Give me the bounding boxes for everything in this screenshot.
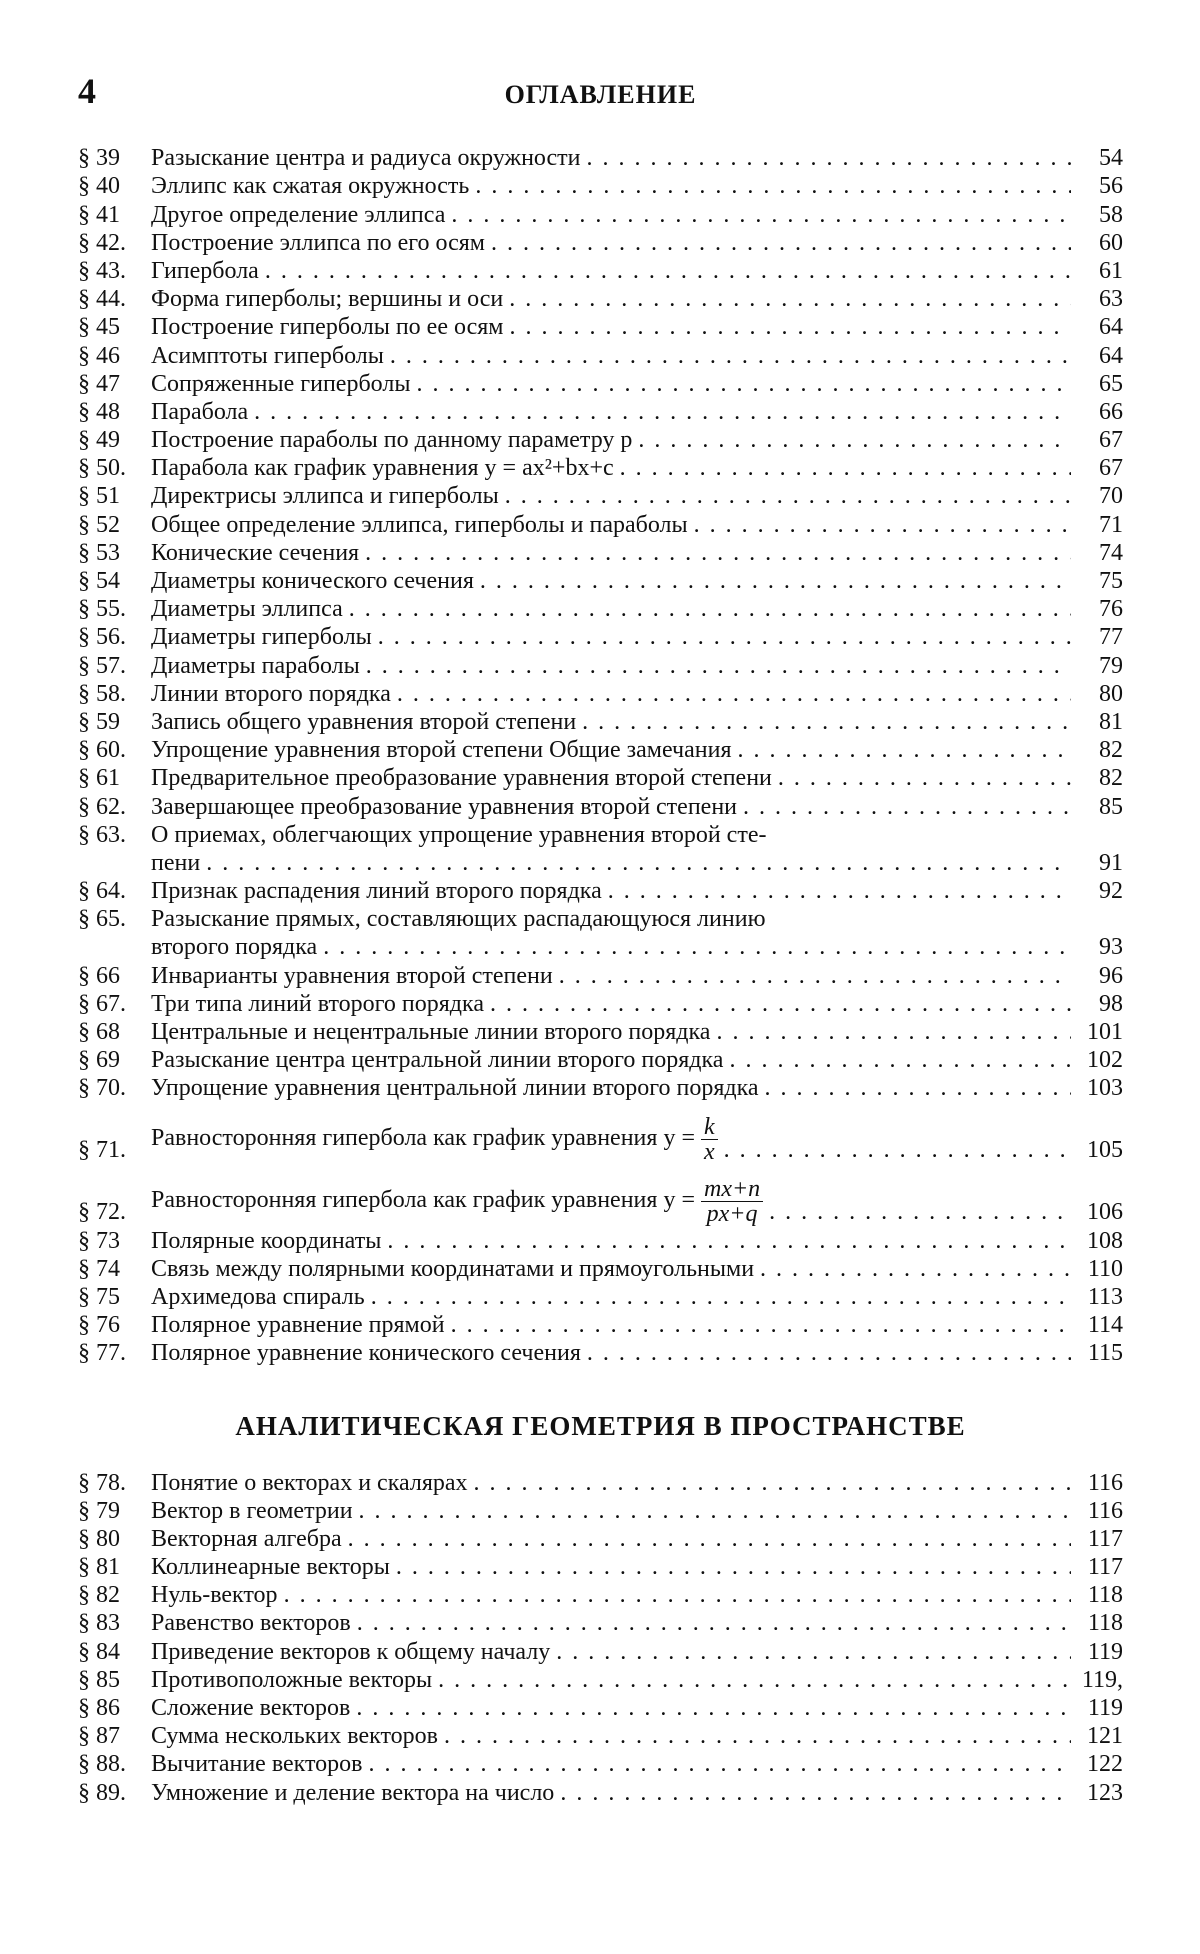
- toc-entry-number: § 64.: [78, 877, 151, 905]
- toc-entry: [78, 651, 1123, 679]
- leader-dots: [451, 201, 1071, 229]
- toc-entry-title: Коллинеарные векторы: [151, 1553, 390, 1581]
- table-of-contents: [78, 144, 1123, 1807]
- toc-entry-page: 103: [1077, 1074, 1123, 1102]
- leader-dots: [349, 595, 1071, 623]
- toc-entry-title: Инварианты уравнения второй степени: [151, 962, 553, 990]
- toc-entry-number: § 66: [78, 962, 151, 990]
- leader-dots: [390, 342, 1071, 370]
- toc-entry-title: Завершающее преобразование уравнения второй степени: [151, 793, 737, 821]
- toc-entry-page: 114: [1077, 1311, 1123, 1339]
- leader-dots: [365, 539, 1071, 567]
- toc-entry-page: 66: [1077, 398, 1123, 426]
- toc-entry: [78, 1694, 1123, 1722]
- toc-entry: [78, 708, 1123, 736]
- toc-entry-title: Разыскание прямых, составляющих распадающуюся линию: [151, 905, 766, 933]
- toc-entry-title-text: Равносторонняя гипербола как график уравнения y =: [151, 1187, 695, 1213]
- toc-entry-title: Эллипс как сжатая окружность: [151, 172, 469, 200]
- toc-entry-number: § 44.: [78, 285, 151, 313]
- toc-entry: [78, 257, 1123, 285]
- toc-entry-title: Связь между полярными координатами и прямоугольными: [151, 1255, 754, 1283]
- leader-dots: [559, 962, 1071, 990]
- toc-entry-title: Сложение векторов: [151, 1694, 350, 1722]
- toc-entry-number: § 88.: [78, 1750, 151, 1778]
- toc-entry-number: § 78.: [78, 1469, 151, 1497]
- page-title: ОГЛАВЛЕНИЕ: [78, 80, 1123, 110]
- toc-entry-page: 105: [1077, 1136, 1123, 1164]
- toc-entry-number: § 65.: [78, 905, 151, 933]
- toc-entry-number: § 68: [78, 1018, 151, 1046]
- toc-entry-title: О приемах, облегчающих упрощение уравнения второй сте-: [151, 821, 766, 849]
- toc-entry: [78, 1018, 1123, 1046]
- leader-dots: [356, 1694, 1071, 1722]
- toc-entry-page: 80: [1077, 680, 1123, 708]
- leader-dots: [387, 1227, 1071, 1255]
- toc-entry-number: § 80: [78, 1525, 151, 1553]
- toc-entry-page: 106: [1077, 1198, 1123, 1226]
- leader-dots: [509, 313, 1071, 341]
- fraction: [701, 1177, 763, 1226]
- toc-entry-page: 121: [1077, 1722, 1123, 1750]
- toc-entry-title: Диаметры конического сечения: [151, 567, 474, 595]
- toc-entry-number: § 58.: [78, 680, 151, 708]
- toc-entry: [78, 1722, 1123, 1750]
- leader-dots: [560, 1779, 1071, 1807]
- toc-entry: [78, 313, 1123, 341]
- leader-dots: [357, 1609, 1071, 1637]
- toc-entry-page: 98: [1077, 990, 1123, 1018]
- toc-entry-page: 75: [1077, 567, 1123, 595]
- toc-group-4: [78, 1468, 1123, 1806]
- fraction-denominator: px+q: [707, 1202, 758, 1226]
- toc-entry-page: 102: [1077, 1046, 1123, 1074]
- leader-dots: [348, 1525, 1071, 1553]
- toc-entry-number: § 76: [78, 1311, 151, 1339]
- toc-entry-title: Сопряженные гиперболы: [151, 370, 410, 398]
- toc-entry: [78, 341, 1123, 369]
- leader-dots: [556, 1638, 1071, 1666]
- toc-entry-65-cont: [78, 933, 1123, 961]
- toc-entry-page: 63: [1077, 285, 1123, 313]
- toc-entry-page: 81: [1077, 708, 1123, 736]
- toc-entry: [78, 482, 1123, 510]
- toc-entry-title: Общее определение эллипса, гиперболы и параболы: [151, 511, 688, 539]
- toc-entry: [78, 398, 1123, 426]
- toc-entry-page: 77: [1077, 623, 1123, 651]
- leader-dots: [474, 1469, 1071, 1497]
- toc-entry-title: Конические сечения: [151, 539, 359, 567]
- toc-entry: [78, 990, 1123, 1018]
- page-header: [78, 70, 1123, 118]
- toc-entry: [78, 1468, 1123, 1496]
- toc-entry-number: § 70.: [78, 1074, 151, 1102]
- leader-dots: [371, 1283, 1071, 1311]
- toc-entry-number: § 43.: [78, 257, 151, 285]
- toc-entry-number: § 49: [78, 426, 151, 454]
- toc-entry-number: § 73: [78, 1227, 151, 1255]
- leader-dots: [359, 1497, 1071, 1525]
- toc-entry-title: Построение параболы по данному параметру p: [151, 426, 632, 454]
- toc-entry-page: 117: [1077, 1525, 1123, 1553]
- toc-entry-number: § 81: [78, 1553, 151, 1581]
- toc-entry-64: [78, 877, 1123, 905]
- toc-entry: [78, 680, 1123, 708]
- toc-entry-number: § 47: [78, 370, 151, 398]
- leader-dots: [743, 793, 1071, 821]
- leader-dots: [509, 285, 1071, 313]
- toc-entry-page: 110: [1077, 1255, 1123, 1283]
- toc-entry-title: Сумма нескольких векторов: [151, 1722, 438, 1750]
- toc-entry: [78, 172, 1123, 200]
- toc-entry: [78, 1046, 1123, 1074]
- toc-entry-number: § 57.: [78, 652, 151, 680]
- toc-entry-number: § 77.: [78, 1339, 151, 1367]
- toc-entry-page: 56: [1077, 172, 1123, 200]
- leader-dots: [760, 1255, 1071, 1283]
- fraction-numerator: mx+n: [701, 1177, 763, 1202]
- toc-entry-title: Равенство векторов: [151, 1609, 351, 1637]
- toc-entry: [78, 961, 1123, 989]
- leader-dots: [254, 398, 1071, 426]
- toc-entry: [78, 764, 1123, 792]
- leader-dots: [716, 1018, 1071, 1046]
- leader-dots: [397, 680, 1071, 708]
- toc-entry-number: § 46: [78, 342, 151, 370]
- toc-entry-title: Нуль-вектор: [151, 1581, 278, 1609]
- toc-entry-63-cont: [78, 849, 1123, 877]
- leader-dots: [480, 567, 1071, 595]
- toc-entry: [78, 510, 1123, 538]
- toc-group-3: [78, 1226, 1123, 1367]
- toc-entry-title: Другое определение эллипса: [151, 201, 445, 229]
- toc-entry-title: Три типа линий второго порядка: [151, 990, 484, 1018]
- toc-entry-page: 71: [1077, 511, 1123, 539]
- toc-entry-page: 123: [1077, 1779, 1123, 1807]
- leader-dots: [724, 1136, 1071, 1164]
- toc-entry: [78, 736, 1123, 764]
- toc-entry-number: § 51: [78, 482, 151, 510]
- toc-entry: [78, 539, 1123, 567]
- toc-entry-title: Асимптоты гиперболы: [151, 342, 384, 370]
- leader-dots: [438, 1666, 1071, 1694]
- toc-entry-page: 119: [1077, 1638, 1123, 1666]
- toc-entry-page: 118: [1077, 1609, 1123, 1637]
- toc-entry-number: § 72.: [78, 1198, 151, 1226]
- toc-entry-title: Линии второго порядка: [151, 680, 391, 708]
- fraction: [701, 1115, 718, 1164]
- toc-entry-63: [78, 821, 1123, 849]
- leader-dots: [694, 511, 1071, 539]
- toc-entry-number: § 39: [78, 144, 151, 172]
- toc-entry-page: 60: [1077, 229, 1123, 257]
- toc-entry-title: Приведение векторов к общему началу: [151, 1638, 550, 1666]
- toc-group-1: [78, 144, 1123, 821]
- toc-entry-65: [78, 905, 1123, 933]
- toc-entry-page: 116: [1077, 1469, 1123, 1497]
- leader-dots: [582, 708, 1071, 736]
- toc-entry-number: § 79: [78, 1497, 151, 1525]
- page-number: 4: [78, 70, 96, 112]
- toc-entry: [78, 1666, 1123, 1694]
- toc-entry: [78, 1074, 1123, 1102]
- toc-entry-title: второго порядка: [151, 933, 317, 961]
- toc-entry-number: § 67.: [78, 990, 151, 1018]
- toc-entry-page: 96: [1077, 962, 1123, 990]
- toc-entry-page: 67: [1077, 426, 1123, 454]
- toc-entry: [78, 567, 1123, 595]
- toc-entry-page: 108: [1077, 1227, 1123, 1255]
- leader-dots: [608, 877, 1071, 905]
- toc-entry-number: § 53: [78, 539, 151, 567]
- toc-entry: [78, 1553, 1123, 1581]
- leader-dots: [265, 257, 1071, 285]
- toc-entry-number: § 83: [78, 1609, 151, 1637]
- leader-dots: [587, 1339, 1071, 1367]
- toc-entry-title: Понятие о векторах и скалярах: [151, 1469, 468, 1497]
- toc-entry-number: § 74: [78, 1255, 151, 1283]
- toc-entry: [78, 144, 1123, 172]
- leader-dots: [491, 229, 1071, 257]
- toc-entry-page: 70: [1077, 482, 1123, 510]
- toc-entry: [78, 623, 1123, 651]
- toc-entry-number: § 59: [78, 708, 151, 736]
- toc-entry-72: [78, 1164, 1123, 1226]
- toc-entry-page: 119,: [1077, 1666, 1123, 1694]
- toc-entry-title: Упрощение уравнения центральной линии второго порядка: [151, 1074, 759, 1102]
- toc-entry-page: 64: [1077, 313, 1123, 341]
- toc-entry-title: [151, 1177, 763, 1226]
- toc-entry-title: Парабола как график уравнения y = ax²+bx+c: [151, 454, 614, 482]
- toc-entry-number: § 41: [78, 201, 151, 229]
- toc-entry-page: 82: [1077, 736, 1123, 764]
- toc-entry-page: 118: [1077, 1581, 1123, 1609]
- toc-entry-title: Диаметры эллипса: [151, 595, 343, 623]
- toc-entry-title: Предварительное преобразование уравнения второй степени: [151, 764, 772, 792]
- toc-entry-number: § 82: [78, 1581, 151, 1609]
- toc-entry-page: 64: [1077, 342, 1123, 370]
- toc-entry-number: § 69: [78, 1046, 151, 1074]
- leader-dots: [396, 1553, 1071, 1581]
- toc-entry-page: 113: [1077, 1283, 1123, 1311]
- leader-dots: [451, 1311, 1071, 1339]
- toc-entry-title: Диаметры параболы: [151, 652, 360, 680]
- toc-entry: [78, 1637, 1123, 1665]
- toc-entry-page: 122: [1077, 1750, 1123, 1778]
- toc-entry-title: Вектор в геометрии: [151, 1497, 353, 1525]
- toc-entry: [78, 1525, 1123, 1553]
- toc-entry-title: Построение эллипса по его осям: [151, 229, 485, 257]
- toc-entry: [78, 1581, 1123, 1609]
- toc-entry-71: [78, 1102, 1123, 1164]
- fraction-numerator: k: [701, 1115, 718, 1140]
- leader-dots: [444, 1722, 1071, 1750]
- toc-entry-page: 74: [1077, 539, 1123, 567]
- toc-entry: [78, 1226, 1123, 1254]
- toc-entry: [78, 1497, 1123, 1525]
- toc-entry-number: § 42.: [78, 229, 151, 257]
- toc-entry-title: Противоположные векторы: [151, 1666, 432, 1694]
- toc-entry-page: 91: [1077, 849, 1123, 877]
- toc-entry-title-text: Равносторонняя гипербола как график уравнения y =: [151, 1125, 695, 1151]
- toc-entry-title: Центральные и нецентральные линии второго порядка: [151, 1018, 710, 1046]
- toc-entry-number: § 50.: [78, 454, 151, 482]
- toc-entry: [78, 370, 1123, 398]
- leader-dots: [778, 764, 1071, 792]
- toc-entry: [78, 229, 1123, 257]
- toc-entry-number: § 45: [78, 313, 151, 341]
- leader-dots: [505, 482, 1071, 510]
- toc-entry-title: Построение гиперболы по ее осям: [151, 313, 503, 341]
- toc-entry-page: 117: [1077, 1553, 1123, 1581]
- toc-entry-title: Умножение и деление вектора на число: [151, 1779, 554, 1807]
- toc-entry-number: § 56.: [78, 623, 151, 651]
- leader-dots: [378, 623, 1071, 651]
- toc-entry-title: Векторная алгебра: [151, 1525, 342, 1553]
- toc-entry-title: Директрисы эллипса и гиперболы: [151, 482, 499, 510]
- toc-entry-title: Форма гиперболы; вершины и оси: [151, 285, 503, 313]
- toc-entry-title: Вычитание векторов: [151, 1750, 363, 1778]
- toc-entry-title: Полярные координаты: [151, 1227, 381, 1255]
- toc-entry-page: 119: [1077, 1694, 1123, 1722]
- leader-dots: [587, 144, 1071, 172]
- toc-entry-title: Полярное уравнение конического сечения: [151, 1339, 581, 1367]
- toc-entry-page: 101: [1077, 1018, 1123, 1046]
- leader-dots: [737, 736, 1071, 764]
- toc-entry-title: Признак распадения линий второго порядка: [151, 877, 602, 905]
- toc-entry: [78, 1609, 1123, 1637]
- toc-entry: [78, 792, 1123, 820]
- toc-entry-number: § 40: [78, 172, 151, 200]
- leader-dots: [416, 370, 1071, 398]
- toc-entry-title: Диаметры гиперболы: [151, 623, 372, 651]
- toc-entry-number: § 48: [78, 398, 151, 426]
- toc-entry-page: 79: [1077, 652, 1123, 680]
- toc-entry: [78, 285, 1123, 313]
- toc-entry-page: 82: [1077, 764, 1123, 792]
- toc-entry-page: 92: [1077, 877, 1123, 905]
- toc-entry: [78, 426, 1123, 454]
- toc-entry-page: 65: [1077, 370, 1123, 398]
- fraction-denominator: x: [704, 1140, 715, 1164]
- leader-dots: [620, 454, 1071, 482]
- leader-dots: [490, 990, 1071, 1018]
- toc-entry-number: § 75: [78, 1283, 151, 1311]
- toc-entry-title: пени: [151, 849, 200, 877]
- toc-entry-title: Разыскание центра и радиуса окружности: [151, 144, 581, 172]
- toc-entry-title: Парабола: [151, 398, 248, 426]
- toc-entry-number: § 86: [78, 1694, 151, 1722]
- toc-entry-page: 76: [1077, 595, 1123, 623]
- toc-entry: [78, 1311, 1123, 1339]
- toc-entry-title: [151, 1115, 718, 1164]
- leader-dots: [369, 1750, 1071, 1778]
- leader-dots: [769, 1198, 1071, 1226]
- toc-entry-page: 61: [1077, 257, 1123, 285]
- toc-entry-page: 54: [1077, 144, 1123, 172]
- toc-entry-number: § 54: [78, 567, 151, 595]
- toc-entry: [78, 454, 1123, 482]
- toc-entry-title: Архимедова спираль: [151, 1283, 365, 1311]
- toc-entry-title: Полярное уравнение прямой: [151, 1311, 445, 1339]
- toc-entry: [78, 1283, 1123, 1311]
- toc-entry-title: Упрощение уравнения второй степени Общие замечания: [151, 736, 731, 764]
- toc-entry-page: 58: [1077, 201, 1123, 229]
- toc-entry: [78, 1255, 1123, 1283]
- leader-dots: [638, 426, 1071, 454]
- leader-dots: [206, 849, 1071, 877]
- toc-entry-number: § 60.: [78, 736, 151, 764]
- toc-entry: [78, 1778, 1123, 1806]
- toc-entry-number: § 55.: [78, 595, 151, 623]
- toc-entry: [78, 1750, 1123, 1778]
- toc-entry: [78, 1339, 1123, 1367]
- toc-entry-page: 116: [1077, 1497, 1123, 1525]
- toc-entry-title: Гипербола: [151, 257, 259, 285]
- toc-entry-number: § 62.: [78, 793, 151, 821]
- toc-entry-page: 85: [1077, 793, 1123, 821]
- toc-entry-number: § 89.: [78, 1779, 151, 1807]
- document-page: [78, 70, 1123, 1807]
- toc-entry-number: § 84: [78, 1638, 151, 1666]
- toc-entry-number: § 71.: [78, 1136, 151, 1164]
- leader-dots: [284, 1581, 1071, 1609]
- leader-dots: [729, 1046, 1071, 1074]
- toc-entry-page: 93: [1077, 933, 1123, 961]
- toc-entry: [78, 200, 1123, 228]
- toc-entry-title: Запись общего уравнения второй степени: [151, 708, 576, 736]
- toc-entry-number: § 61: [78, 764, 151, 792]
- toc-entry: [78, 595, 1123, 623]
- section-heading: АНАЛИТИЧЕСКАЯ ГЕОМЕТРИЯ В ПРОСТРАНСТВЕ: [78, 1411, 1123, 1442]
- leader-dots: [323, 933, 1071, 961]
- toc-entry-page: 115: [1077, 1339, 1123, 1367]
- toc-entry-number: § 85: [78, 1666, 151, 1694]
- toc-entry-number: § 63.: [78, 821, 151, 849]
- toc-entry-number: § 52: [78, 511, 151, 539]
- leader-dots: [475, 172, 1071, 200]
- toc-group-2: [78, 961, 1123, 1102]
- toc-entry-title: Разыскание центра центральной линии второго порядка: [151, 1046, 723, 1074]
- leader-dots: [366, 652, 1071, 680]
- toc-entry-page: 67: [1077, 454, 1123, 482]
- leader-dots: [765, 1074, 1071, 1102]
- toc-entry-number: § 87: [78, 1722, 151, 1750]
